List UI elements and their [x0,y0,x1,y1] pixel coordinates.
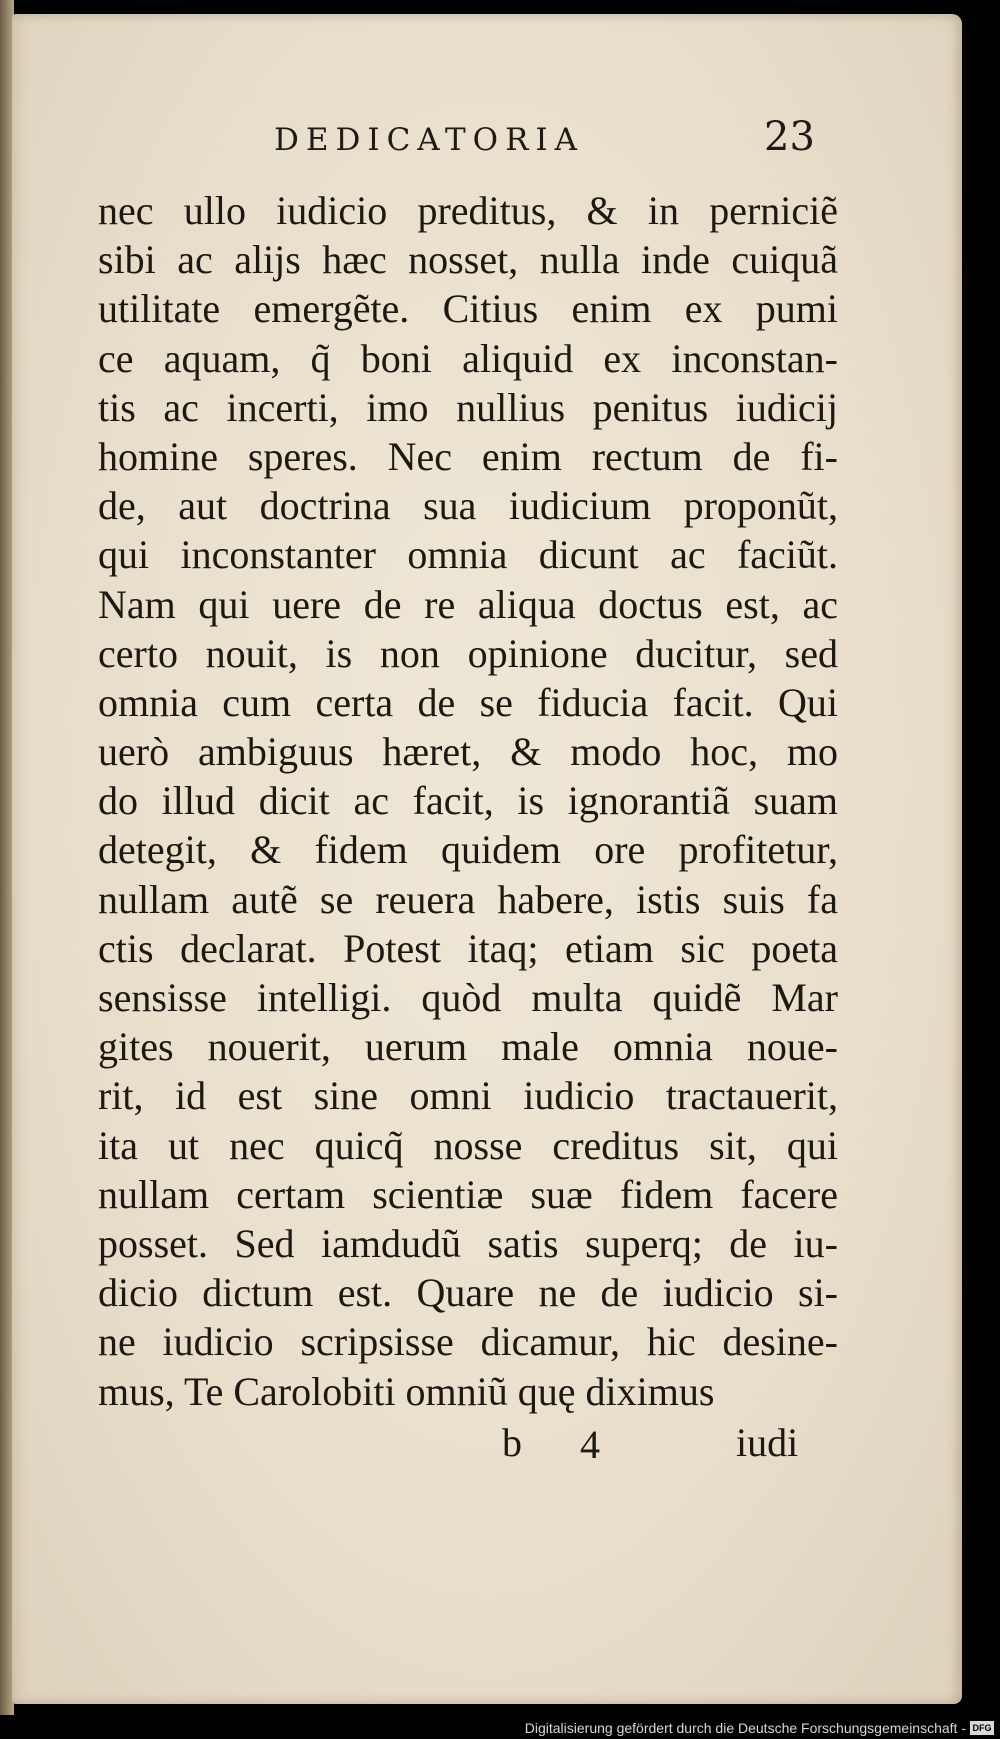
text-line: Nam qui uere de re aliqua doctus est, ac [98,581,838,627]
footer-bar [0,1715,1000,1739]
body-text [98,186,838,1416]
book-page [12,14,962,1704]
catchword: iudi [736,1420,799,1465]
text-line: rit, id est sine omni iudicio tractauerit, [98,1073,838,1119]
text-line: tis ac incerti, imo nullius penitus iudicij [98,384,838,430]
funding-credit: Digitalisierung gefördert durch die Deutsche Forschungsgemeinschaft - [524,1720,966,1736]
text-line: homine speres. Nec enim rectum de fi- [98,433,838,479]
text-line: certo nouit, is non opinione ducitur, sed [98,630,838,676]
text-line: nullam certam scientiæ suæ fidem facere [98,1171,838,1217]
text-line: ce aquam, q̃ boni aliquid ex inconstan- [98,335,838,381]
text-line: omnia cum certa de se fiducia facit. Qui [98,679,838,725]
text-line: dicio dictum est. Quare ne de iudicio si- [98,1270,838,1316]
text-line: nec ullo iudicio preditus, & in perniciẽ [98,188,838,233]
signature-number: 4 [580,1422,600,1467]
text-line: sibi ac alijs hæc nosset, nulla inde cuiquã [98,237,838,283]
text-line: gites nouerit, uerum male omnia noue- [98,1024,838,1070]
text-line: sensisse intelligi. quòd multa quidẽ Mar [98,975,838,1020]
text-line: de, aut doctrina sua iudicium proponũt, [98,483,838,529]
text-line: posset. Sed iamdudũ satis superq; de iu- [98,1220,838,1266]
dfg-logo: DFG [970,1721,994,1735]
text-line: qui inconstanter omnia dicunt ac faciũt. [98,532,838,578]
signature-mark: b [502,1420,522,1465]
text-line: detegit, & fidem quidem ore profitetur, [98,827,838,873]
signature-row [12,1419,962,1469]
running-head: DEDICATORIA [274,122,585,158]
page-number: 23 [764,114,815,160]
text-line: utilitate emergẽte. Citius enim ex pumi [98,286,838,332]
text-line: nullam autẽ se reuera habere, istis suis fa [98,876,838,922]
text-line: do illud dicit ac facit, is ignorantiã suam [98,778,838,824]
text-line: ctis declarat. Potest itaq; etiam sic poeta [98,925,838,971]
text-line: uerò ambiguus hæret, & modo hoc, mo [98,729,838,775]
text-line: mus, Te Carolobiti omniũ quę diximus [98,1368,715,1414]
text-line: ita ut nec quicq̃ nosse creditus sit, qui [98,1122,838,1168]
text-line: ne iudicio scripsisse dicamur, hic desine- [98,1319,838,1365]
